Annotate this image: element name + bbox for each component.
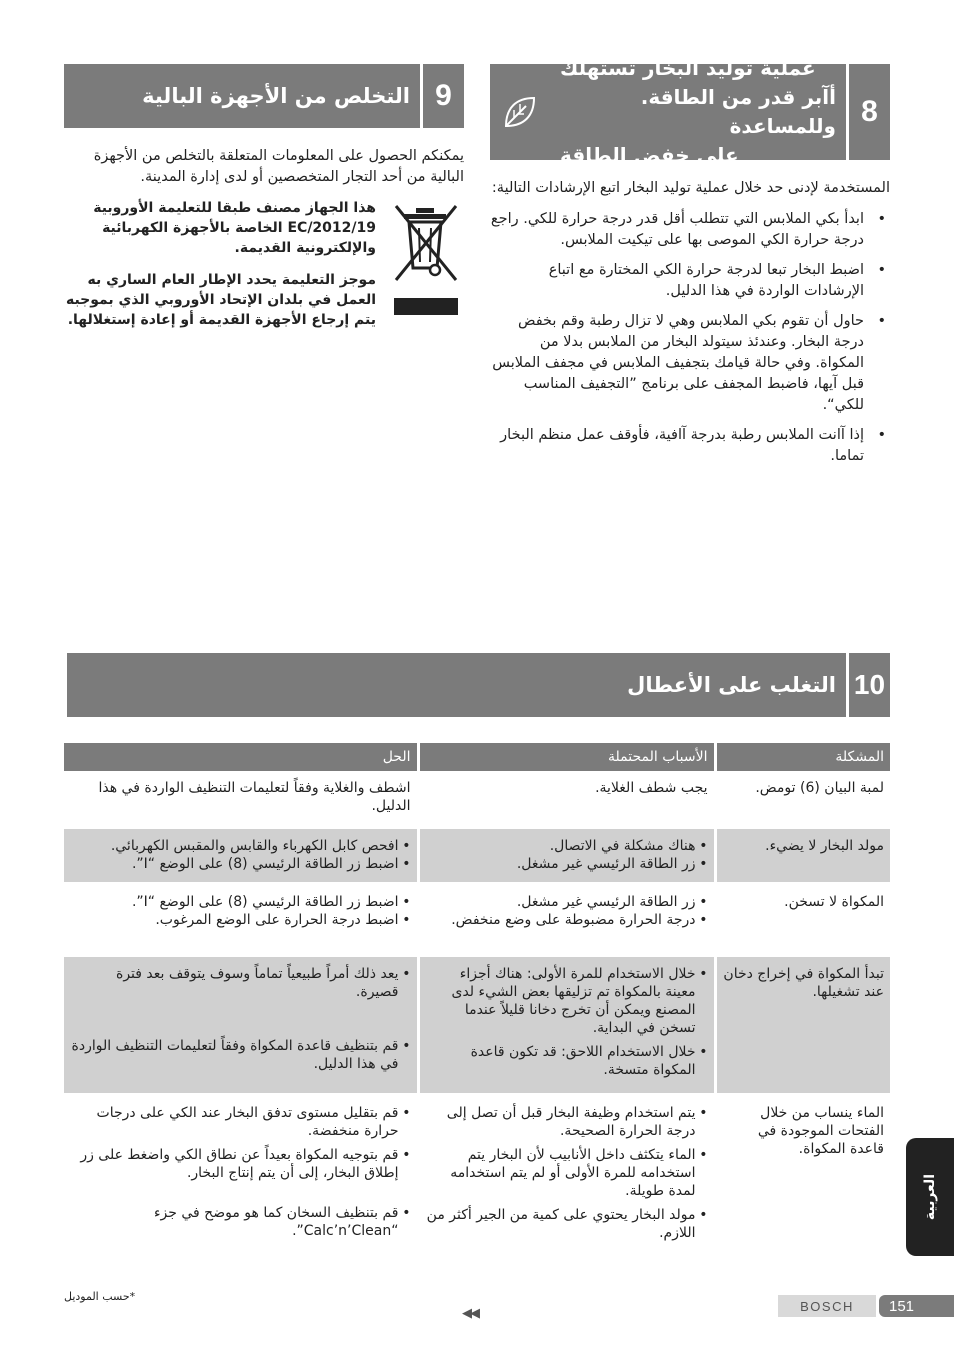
table-row [64, 955, 890, 1094]
cause-item: • مولد البخار يحتوي على كمية من الجير أكثر من اللازم. [426, 1206, 708, 1242]
section8-title [560, 56, 836, 167]
language-side-tab[interactable] [906, 1138, 954, 1256]
solution-item: • يعد ذلك أمراً طبيعياً تماماً وسوف يتوقف بعد فترة قصيرة. [70, 965, 411, 1001]
section8-bullet: • اضبط البخار تبعا لدرجة حرارة الكي المختارة مع اتباع الإرشادات الواردة في هذا الدليل. [490, 260, 890, 302]
solution-item: • قم بتنظيف السخان كما هو موضح في جزء “Calc’n’Clean”. [70, 1204, 411, 1240]
causes-list [426, 893, 708, 929]
solution-item: • اضبط درجة الحرارة على الوضع المرغوب. [70, 911, 411, 929]
cause-cell: يجب شطف الغلاية. [418, 771, 715, 827]
cause-item: • زر الطاقة الرئيسي غير مشغل. [426, 855, 708, 873]
solution-item: • اضبط زر الطاقة الرئيسي (8) على الوضع “I”. [70, 893, 411, 911]
causes-list [426, 837, 708, 873]
table-row [64, 1094, 890, 1257]
problem-cell: مولد البخار لا يضيء. [715, 827, 890, 883]
cause-item: • هناك مشكلة في الاتصال. [426, 837, 708, 855]
solution-item: • قم بتقليل مستوى تدفق البخار عند الكي على درجات حرارة منخفضة. [70, 1104, 411, 1140]
section8-number: 8 [849, 64, 890, 160]
section8-body [490, 178, 890, 475]
cause-item: • خلال الاستخدام اللاحق: قد تكون قاعدة المكواة متسخة. [426, 1043, 708, 1079]
crossed-bin-icon [392, 202, 462, 322]
section9-directive-text [64, 198, 376, 330]
troubleshooting-table [64, 743, 890, 1259]
cause-item: • الماء يتكثف داخل الأنابيب لأن البخار يتم استخدامه للمرة الأولى أو لم يتم استخدامه لمدة طويلة. [426, 1146, 708, 1200]
problem-cell: تبدأ المكواة في إخراج دخان عند تشغيلها. [715, 955, 890, 1094]
solution-cell: اشطف والغلاية وفقاً لتعليمات التنظيف الواردة في هذا الدليل. [64, 771, 418, 827]
section9-bold-2: موجز التعليمة يحدد الإطار العام الساري به العمل في بلدان الإتحاد الأوروبي الذي بموجبه يتم إرجاع الأجهزة القديمة أو إعادة إستغلالها. [65, 272, 376, 328]
solution-item: • قم بتوجيه المكواة بعيداً عن نطاق الكي واضغط على زر إطلاق البخار، إلى أن يتم إنتاج البخار. [70, 1146, 411, 1182]
solutions-list [70, 1104, 411, 1240]
solution-item: • افحص كابل الكهرباء والقابس والمقبس الكهربائي. [70, 837, 411, 855]
table-row [64, 883, 890, 955]
section8-bullet: • ابدأ بكي الملابس التي تتطلب أقل قدر درجة حرارة للكي. راجع درجة حرارة الكي الموصى بها على تيكيت الملابس. [490, 209, 890, 251]
solutions-cell [64, 883, 418, 955]
solution-item: • اضبط زر الطاقة الرئيسي (8) على الوضع “I”. [70, 855, 411, 873]
causes-cell [418, 827, 715, 883]
problem-cell: لمبة البيان (6) تومض. [715, 771, 890, 827]
page-number: 151 [879, 1295, 954, 1317]
section10-title: التغلب على الأعطال [627, 673, 836, 697]
causes-list [426, 1104, 708, 1242]
causes-list [426, 965, 708, 1079]
problem-cell: الماء ينساب من خلال الفتحات الموجودة في قاعدة المكواة. [715, 1094, 890, 1257]
solutions-list [70, 965, 411, 1073]
section9-title: التخلص من الأجهزة البالية [142, 84, 410, 108]
solutions-list [70, 837, 411, 873]
language-side-tab-label: العربية [922, 1173, 938, 1221]
cause-item: • درجة الحرارة مضبوطة على وضع منخفض. [426, 911, 708, 929]
nav-arrows-icon[interactable]: ◀◀ [462, 1306, 478, 1321]
solutions-cell [64, 1094, 418, 1257]
section8-title-line-3: على خفض الطاقة [560, 143, 739, 167]
section8-bullet: • إذا آانت الملابس رطبة بدرجة آافية، فأوقف عمل منظم البخار تماما. [490, 425, 890, 467]
footer-note: *حسب الموديل [64, 1290, 136, 1303]
section8-bullet: • حاول أن تقوم بكي الملابس وهي لا تزال رطبة وقم بخفض درجة البخار. وعندئذ سيتولد البخار من الملابس بدلا من المكواة. وفي حالة قيامك بتجفيف الملابس في مجفف الملابس قبل آيها، فاضبط المجفف على برنامج ”التجفيف المناسب للكي“. [490, 311, 890, 416]
header-solution: الحل [64, 743, 418, 771]
cause-item: • خلال الاستخدام للمرة الأولى: هناك أجزاء معينة بالمكواة تم تزليقها بعض الشيء لدى المصنع ويمكن أن تخرج دخانا قليلاً عندما تسخن في البداية. [426, 965, 708, 1037]
section8-bullet-list [490, 209, 890, 467]
solutions-cell [64, 955, 418, 1094]
table-row [64, 771, 890, 827]
section9-intro: يمكنكم الحصول على المعلومات المتعلقة بالتخلص من الأجهزة البالية من أحد التجار المتخصصين أو لدى إدارة المدينة. [93, 148, 464, 185]
section10-number: 10 [849, 653, 890, 717]
section8-title-line-1: عملية توليد البخار تستهلك [560, 56, 816, 80]
section8-title-line-2: أآبر قدر من الطاقة. وللمساعدة [640, 85, 836, 138]
causes-cell [418, 883, 715, 955]
causes-cell [418, 955, 715, 1094]
solutions-cell [64, 827, 418, 883]
problem-cell: المكواة لا تسخن. [715, 883, 890, 955]
table-header-row [64, 743, 890, 771]
solutions-list [70, 893, 411, 929]
leaf-icon [500, 92, 540, 132]
section8-intro: المستخدمة لإدنى حد خلال عملية توليد البخار اتبع الإرشادات التالية: [491, 180, 890, 196]
header-problem: المشكلة [715, 743, 890, 771]
section9-number: 9 [423, 64, 464, 128]
solution-item: • قم بتنظيف قاعدة المكواة وفقاً لتعليمات التنظيف الواردة في هذا الدليل. [70, 1037, 411, 1073]
cause-item: • زر الطاقة الرئيسي غير مشغل. [426, 893, 708, 911]
brand-label: BOSCH [778, 1295, 876, 1317]
causes-cell [418, 1094, 715, 1257]
table-row [64, 827, 890, 883]
header-causes: الأسباب المحتملة [418, 743, 715, 771]
section9-bold-1: هذا الجهاز مصنف طبقا للتعليمة الأوروبية EC/2012/19 الخاصة بالأجهزة الكهربائية والإلكترونية القديمة. [93, 200, 376, 256]
cause-item: • يتم استخدام وظيفة البخار قبل أن تصل إلى درجة الحرارة الصحيحة. [426, 1104, 708, 1140]
